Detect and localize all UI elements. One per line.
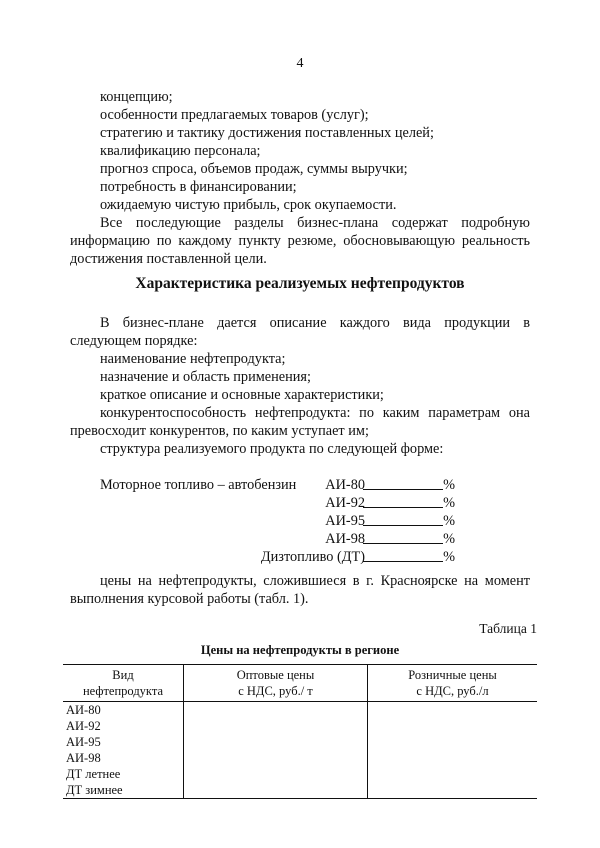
paragraph-description-order: В бизнес-плане дается описание каждого вида продукции в следующем порядке: [70,315,530,349]
fuel-name: АИ-98 [325,531,365,547]
list-item: квалификацию персонала; [100,143,261,159]
table-row [63,718,537,734]
table-row [63,734,537,750]
fuel-blank-line [363,548,443,562]
wholesale-cell [184,702,368,719]
header-line: нефтепродукта [82,684,163,698]
header-product-type [63,665,184,702]
list-item: ожидаемую чистую прибыль, срок окупаемости. [100,197,397,213]
retail-cell [368,766,538,782]
table-row [63,782,537,799]
wholesale-cell [184,750,368,766]
wholesale-cell [184,734,368,750]
header-line: Оптовые цены [236,668,315,682]
table-row [63,766,537,782]
paragraph-sections: Все последующие разделы бизнес-плана содержат подробную информацию по каждому пункту резюме, обосновывающую реальность достижения поставленной цели. [70,215,530,267]
retail-cell [368,750,538,766]
retail-cell [368,702,538,719]
list-item: стратегию и тактику достижения поставленных целей; [100,125,434,141]
product-cell: АИ-92 [66,719,101,733]
list-item: краткое описание и основные характеристики; [100,387,384,403]
fuel-blank-line [363,494,443,508]
fuel-blank-line [363,530,443,544]
header-line: Розничные цены [408,668,497,682]
product-cell: АИ-80 [66,703,101,717]
header-line: с НДС, руб./л [416,684,489,698]
header-retail-price [368,665,538,702]
section-heading: Характеристика реализуемых нефтепродуктов [135,275,465,292]
paragraph-competitiveness: конкурентоспособность нефтепродукта: по каким параметрам она превосходит конкурентов, по каким уступает им; [70,405,530,439]
list-item: особенности предлагаемых товаров (услуг); [100,107,369,123]
list-item: потребность в финансировании; [100,179,297,195]
list-item: назначение и область применения; [100,369,311,385]
list-item: наименование нефтепродукта; [100,351,286,367]
list-item: прогноз спроса, объемов продаж, суммы выручки; [100,161,408,177]
fuel-name: АИ-92 [325,495,365,511]
percent-sign: % [443,549,455,565]
header-wholesale-price [184,665,368,702]
retail-cell [368,734,538,750]
percent-sign: % [443,531,455,547]
product-cell: ДТ зимнее [66,783,123,797]
wholesale-cell [184,718,368,734]
fuel-name: Дизтопливо (ДТ) [260,549,365,565]
fuel-blank-line [363,512,443,526]
percent-sign: % [443,495,455,511]
retail-cell [368,782,538,799]
fuel-name: АИ-95 [325,513,365,529]
fuel-blank-line [363,476,443,490]
product-cell: АИ-95 [66,735,101,749]
product-cell: АИ-98 [66,751,101,765]
list-item: концепцию; [100,89,173,105]
header-line: Вид [112,668,134,682]
list-item: структура реализуемого продукта по следующей форме: [100,441,444,457]
retail-cell [368,718,538,734]
table-row [63,702,537,719]
fuel-category-label: Моторное топливо – автобензин [100,477,297,493]
table-header-row [63,665,537,702]
percent-sign: % [443,477,455,493]
wholesale-cell [184,766,368,782]
wholesale-cell [184,782,368,799]
fuel-name: АИ-80 [325,477,365,493]
prices-table [63,664,537,799]
paragraph-prices: цены на нефтепродукты, сложившиеся в г. Красноярске на момент выполнения курсовой работы (табл. 1). [70,573,530,607]
percent-sign: % [443,513,455,529]
product-cell: ДТ летнее [66,767,121,781]
table-row [63,750,537,766]
header-line: с НДС, руб./ т [238,684,313,698]
page-number: 4 [296,56,304,71]
table-label: Таблица 1 [479,621,537,636]
table-title: Цены на нефтепродукты в регионе [200,643,400,657]
